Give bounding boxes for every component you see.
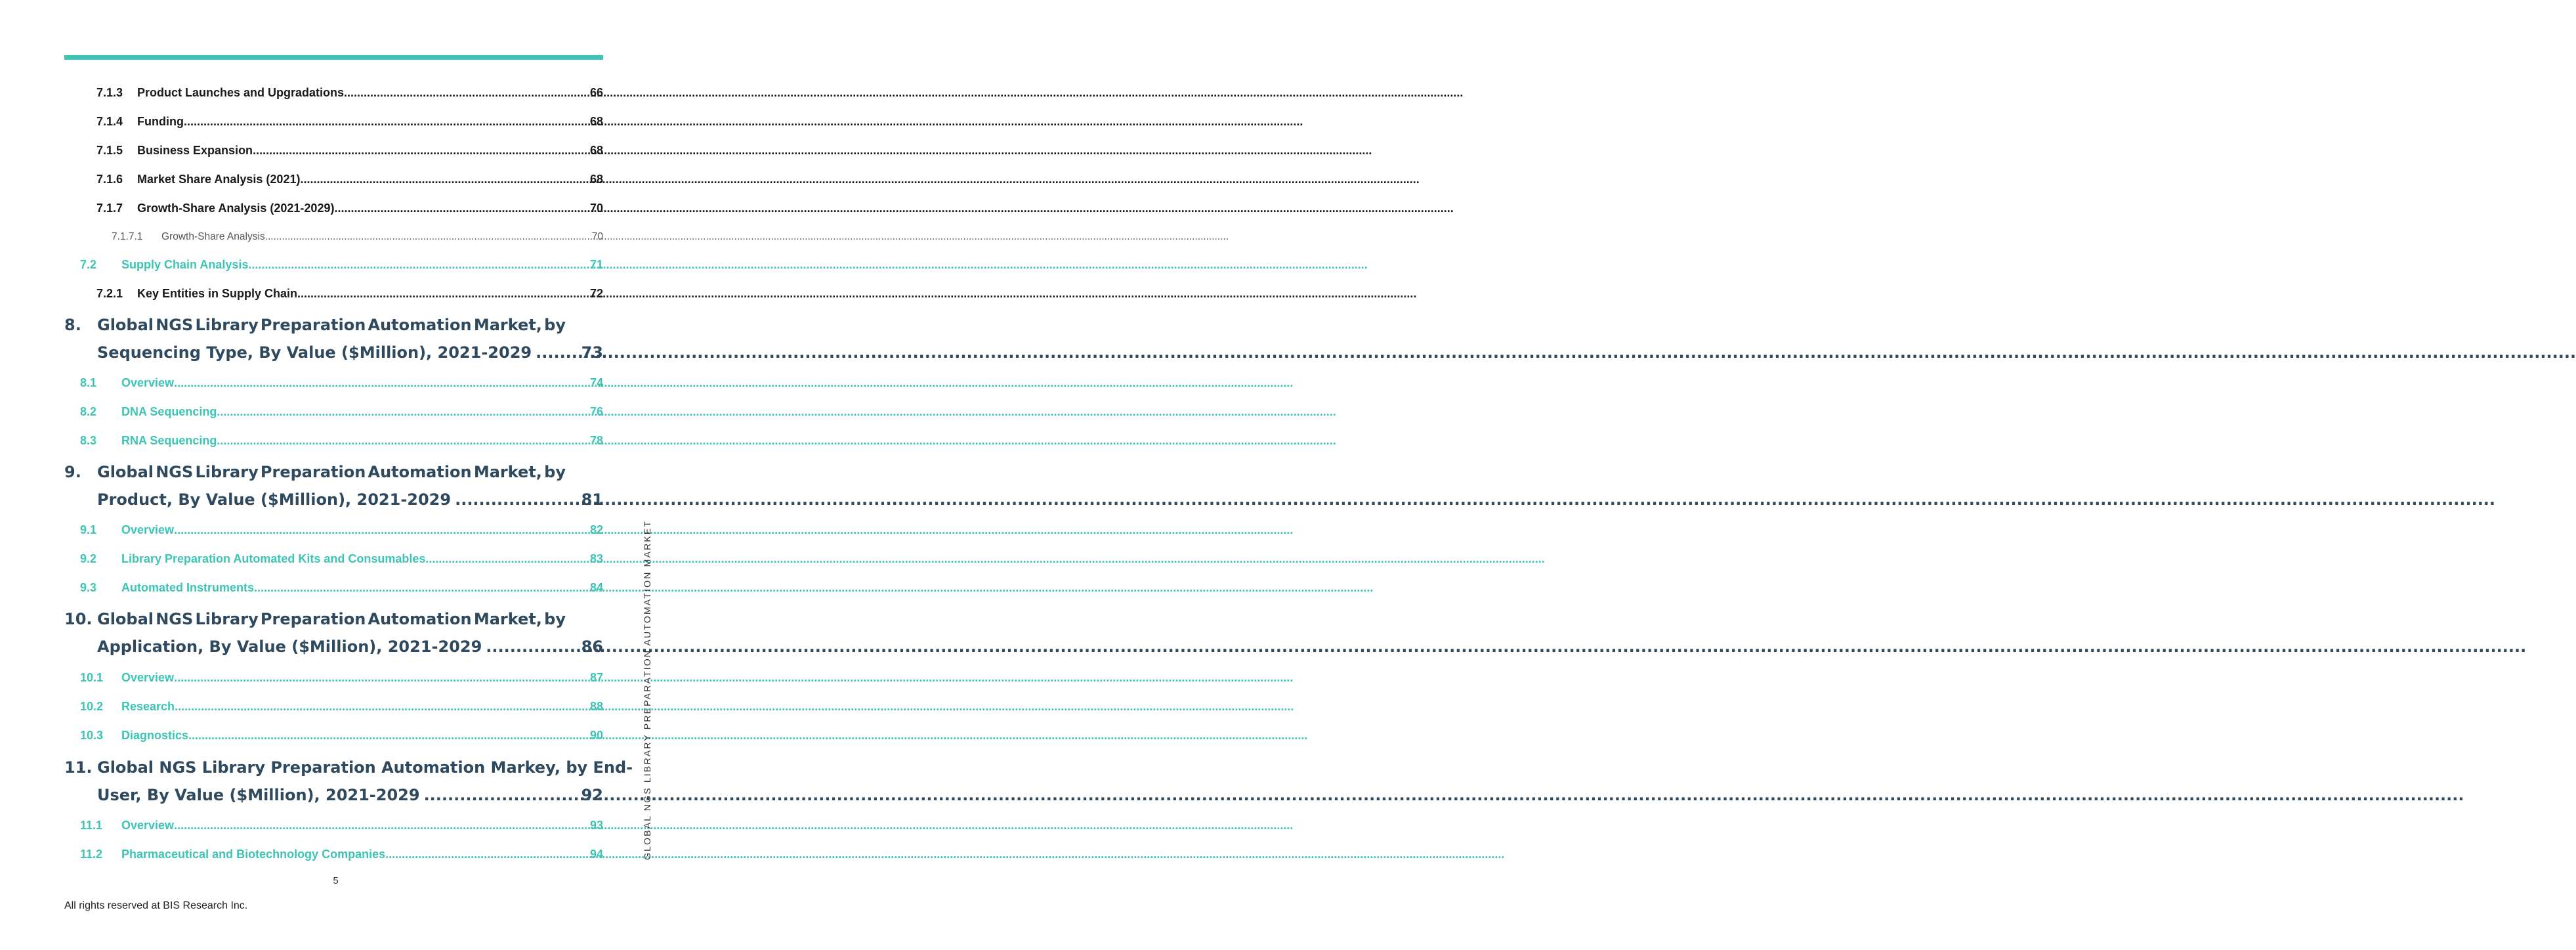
toc-chapter-title-word: NGS (156, 316, 194, 334)
toc-chapter-title-word: Global NGS Library Preparation Automation Markey, by End- (97, 758, 633, 777)
toc-leader-dots (486, 637, 581, 656)
toc-chapter-title-word: Library (195, 610, 259, 628)
toc-entry[interactable] (80, 729, 603, 743)
toc-entry-number: 8.3 (80, 434, 97, 447)
toc-chapter-number: 9. (64, 463, 81, 481)
toc-chapter-title-word: by (544, 463, 566, 481)
toc-entry-number: 8.1 (80, 376, 97, 389)
toc-entry-title: Overview (121, 523, 175, 536)
toc-entry-number: 11.1 (80, 819, 103, 832)
toc-leader-dots (254, 581, 590, 595)
toc-page-number: 68 (589, 115, 603, 128)
footer-copyright: All rights reserved at BIS Research Inc. (64, 900, 248, 911)
toc-chapter-heading-line2[interactable] (97, 343, 603, 362)
toc-entry[interactable] (96, 86, 603, 100)
toc-chapter-heading-line2[interactable] (97, 786, 603, 804)
toc-entry-number: 7.1.4 (96, 115, 123, 128)
toc-entry[interactable] (80, 700, 603, 714)
toc-page-number: 82 (589, 523, 603, 536)
toc-entry-number: 7.1.5 (96, 144, 123, 157)
toc-chapter-title-word: Automation (368, 316, 472, 334)
toc-leader-dots (536, 343, 581, 362)
toc-entry-title: Market Share Analysis (2021) (137, 173, 301, 186)
toc-entry[interactable] (80, 581, 603, 595)
toc-leader-dots (425, 552, 590, 566)
toc-leader-dots (184, 115, 590, 129)
toc-page-number: 88 (589, 700, 603, 713)
toc-leader-dots (385, 848, 590, 861)
toc-chapter-heading[interactable] (64, 316, 566, 334)
toc-entry-number: 7.2 (80, 258, 97, 271)
toc-entry[interactable] (80, 523, 603, 537)
toc-entry[interactable] (80, 434, 603, 448)
toc-entry-title: RNA Sequencing (121, 434, 217, 447)
toc-chapter-title-word: Market, (473, 463, 542, 481)
toc-entry-title: Business Expansion (137, 144, 253, 157)
toc-chapter-title-line1 (97, 758, 633, 777)
toc-chapter-number: 8. (64, 316, 81, 334)
toc-page-number: 87 (589, 671, 603, 684)
toc-entry-number: 7.1.7 (96, 202, 123, 215)
toc-entry[interactable] (80, 671, 603, 685)
toc-page-number: 92 (581, 786, 603, 804)
toc-entry-title: Supply Chain Analysis (121, 258, 249, 271)
toc-leader-dots (175, 700, 590, 714)
toc-leader-dots (217, 405, 590, 419)
toc-entry-title: Diagnostics (121, 729, 189, 742)
toc-entry-title: Key Entities in Supply Chain (137, 287, 298, 300)
toc-page-number: 78 (589, 434, 603, 447)
toc-leader-dots (217, 434, 590, 448)
side-running-title: GLOBAL NGS LIBRARY PREPARATION AUTOMATION MARKET (642, 519, 652, 860)
toc-leader-dots (174, 819, 590, 832)
toc-chapter-heading-line2[interactable] (97, 637, 603, 656)
toc-entry[interactable] (80, 552, 603, 566)
toc-chapter-title-line1 (97, 610, 566, 628)
toc-leader-dots (424, 786, 581, 804)
toc-chapter-title-word: Library (195, 316, 259, 334)
toc-leader-dots (248, 258, 590, 272)
toc-chapter-number: 10. (64, 610, 93, 628)
toc-entry[interactable] (80, 848, 603, 861)
toc-chapter-number: 11. (64, 758, 93, 777)
toc-page-number: 74 (589, 376, 603, 389)
toc-page-number: 71 (589, 258, 603, 271)
toc-entry-title: Library Preparation Automated Kits and Consumables (121, 552, 426, 565)
toc-page-number: 70 (591, 231, 603, 242)
toc-chapter-title-word: by (544, 610, 566, 628)
toc-leader-dots (253, 144, 590, 158)
toc-chapter-title-word: Preparation (260, 463, 366, 481)
toc-chapter-title-word: Preparation (260, 610, 366, 628)
toc-entry-number: 7.1.7.1 (112, 231, 143, 242)
toc-entry-title: Pharmaceutical and Biotechnology Companies (121, 848, 386, 861)
toc-entry-number: 8.2 (80, 405, 97, 418)
toc-entry[interactable] (96, 115, 603, 129)
toc-entry-title: Research (121, 700, 175, 713)
toc-entry-number: 7.1.3 (96, 86, 123, 99)
toc-chapter-title-word: Automation (368, 610, 472, 628)
toc-page-number: 83 (589, 552, 603, 565)
toc-entry-number: 9.2 (80, 552, 97, 565)
toc-chapter-heading[interactable] (64, 610, 566, 628)
toc-leader-dots (455, 490, 581, 509)
toc-chapter-title-word: Market, (473, 610, 542, 628)
toc-entry-title: Overview (121, 671, 175, 684)
toc-chapter-title-word: by (544, 316, 566, 334)
toc-chapter-title-word: NGS (156, 610, 194, 628)
toc-leader-dots (174, 671, 590, 685)
toc-chapter-title-word: Market, (473, 316, 542, 334)
toc-leader-dots (174, 523, 590, 537)
toc-page-number: 86 (581, 637, 603, 656)
toc-leader-dots (334, 202, 590, 215)
toc-entry-number: 7.2.1 (96, 287, 123, 300)
toc-entry[interactable] (80, 376, 603, 390)
page-number: 5 (333, 875, 339, 886)
toc-chapter-title-line1 (97, 316, 566, 334)
toc-page-number: 68 (589, 173, 603, 186)
toc-page-number: 73 (581, 343, 603, 362)
toc-chapter-title-word: Global (97, 463, 154, 481)
toc-page-number: 66 (589, 86, 603, 99)
toc-entry-number: 10.1 (80, 671, 104, 684)
toc-entry-number: 9.3 (80, 581, 97, 594)
toc-entry[interactable] (96, 287, 603, 301)
toc-entry[interactable] (80, 258, 603, 272)
toc-leader-dots (174, 376, 590, 390)
toc-page-number: 68 (589, 144, 603, 157)
header-accent-bar (64, 55, 603, 60)
toc-chapter-heading-line2[interactable] (97, 490, 603, 509)
toc-entry-number: 11.2 (80, 848, 103, 861)
toc-chapter-title-line2: Product, By Value ($Million), 2021-2029 (97, 490, 452, 509)
toc-chapter-heading[interactable] (64, 463, 566, 481)
toc-page-number: 70 (589, 202, 603, 215)
toc-chapter-title-word: Library (195, 463, 259, 481)
toc-entry-title: Overview (121, 376, 175, 389)
toc-entry[interactable] (112, 231, 603, 243)
toc-entry[interactable] (96, 144, 603, 158)
toc-entry[interactable] (96, 202, 603, 215)
toc-page-number: 93 (589, 819, 603, 832)
toc-chapter-title-word: Global (97, 316, 154, 334)
toc-entry-title: Automated Instruments (121, 581, 255, 594)
toc-entry-title: Overview (121, 819, 175, 832)
toc-entry-number: 9.1 (80, 523, 97, 536)
toc-page-number: 76 (589, 405, 603, 418)
toc-chapter-title-word: Preparation (260, 316, 366, 334)
toc-chapter-title-line2: User, By Value ($Million), 2021-2029 (97, 786, 420, 804)
toc-entry-title: DNA Sequencing (121, 405, 217, 418)
toc-chapter-heading[interactable] (64, 758, 633, 777)
toc-chapter-title-line1 (97, 463, 566, 481)
toc-chapter-title-word: Automation (368, 463, 472, 481)
toc-entry-title: Funding (137, 115, 184, 128)
toc-entry[interactable] (80, 819, 603, 832)
toc-leader-dots (344, 86, 590, 100)
toc-chapter-title-line2: Application, By Value ($Million), 2021-2029 (97, 637, 482, 656)
toc-chapter-title-word: Global (97, 610, 154, 628)
toc-page-number: 90 (589, 729, 603, 742)
toc-leader-dots (300, 173, 590, 186)
toc-entry[interactable] (96, 173, 603, 186)
toc-leader-dots (297, 287, 590, 301)
toc-chapter-title-word: NGS (156, 463, 194, 481)
toc-entry-number: 10.3 (80, 729, 104, 742)
toc-entry-title: Product Launches and Upgradations (137, 86, 345, 99)
toc-entry-number: 10.2 (80, 700, 104, 713)
toc-leader-dots (265, 231, 592, 243)
toc-entry-number: 7.1.6 (96, 173, 123, 186)
toc-entry-title: Growth-Share Analysis (161, 231, 265, 242)
toc-page-number: 94 (589, 848, 603, 861)
toc-leader-dots (188, 729, 590, 743)
toc-chapter-title-line2: Sequencing Type, By Value ($Million), 2021-2029 (97, 343, 532, 362)
toc-entry[interactable] (80, 405, 603, 419)
toc-entry-title: Growth-Share Analysis (2021-2029) (137, 202, 335, 215)
toc-page-number: 84 (589, 581, 603, 594)
toc-page-number: 81 (581, 490, 603, 509)
toc-page-number: 72 (589, 287, 603, 300)
